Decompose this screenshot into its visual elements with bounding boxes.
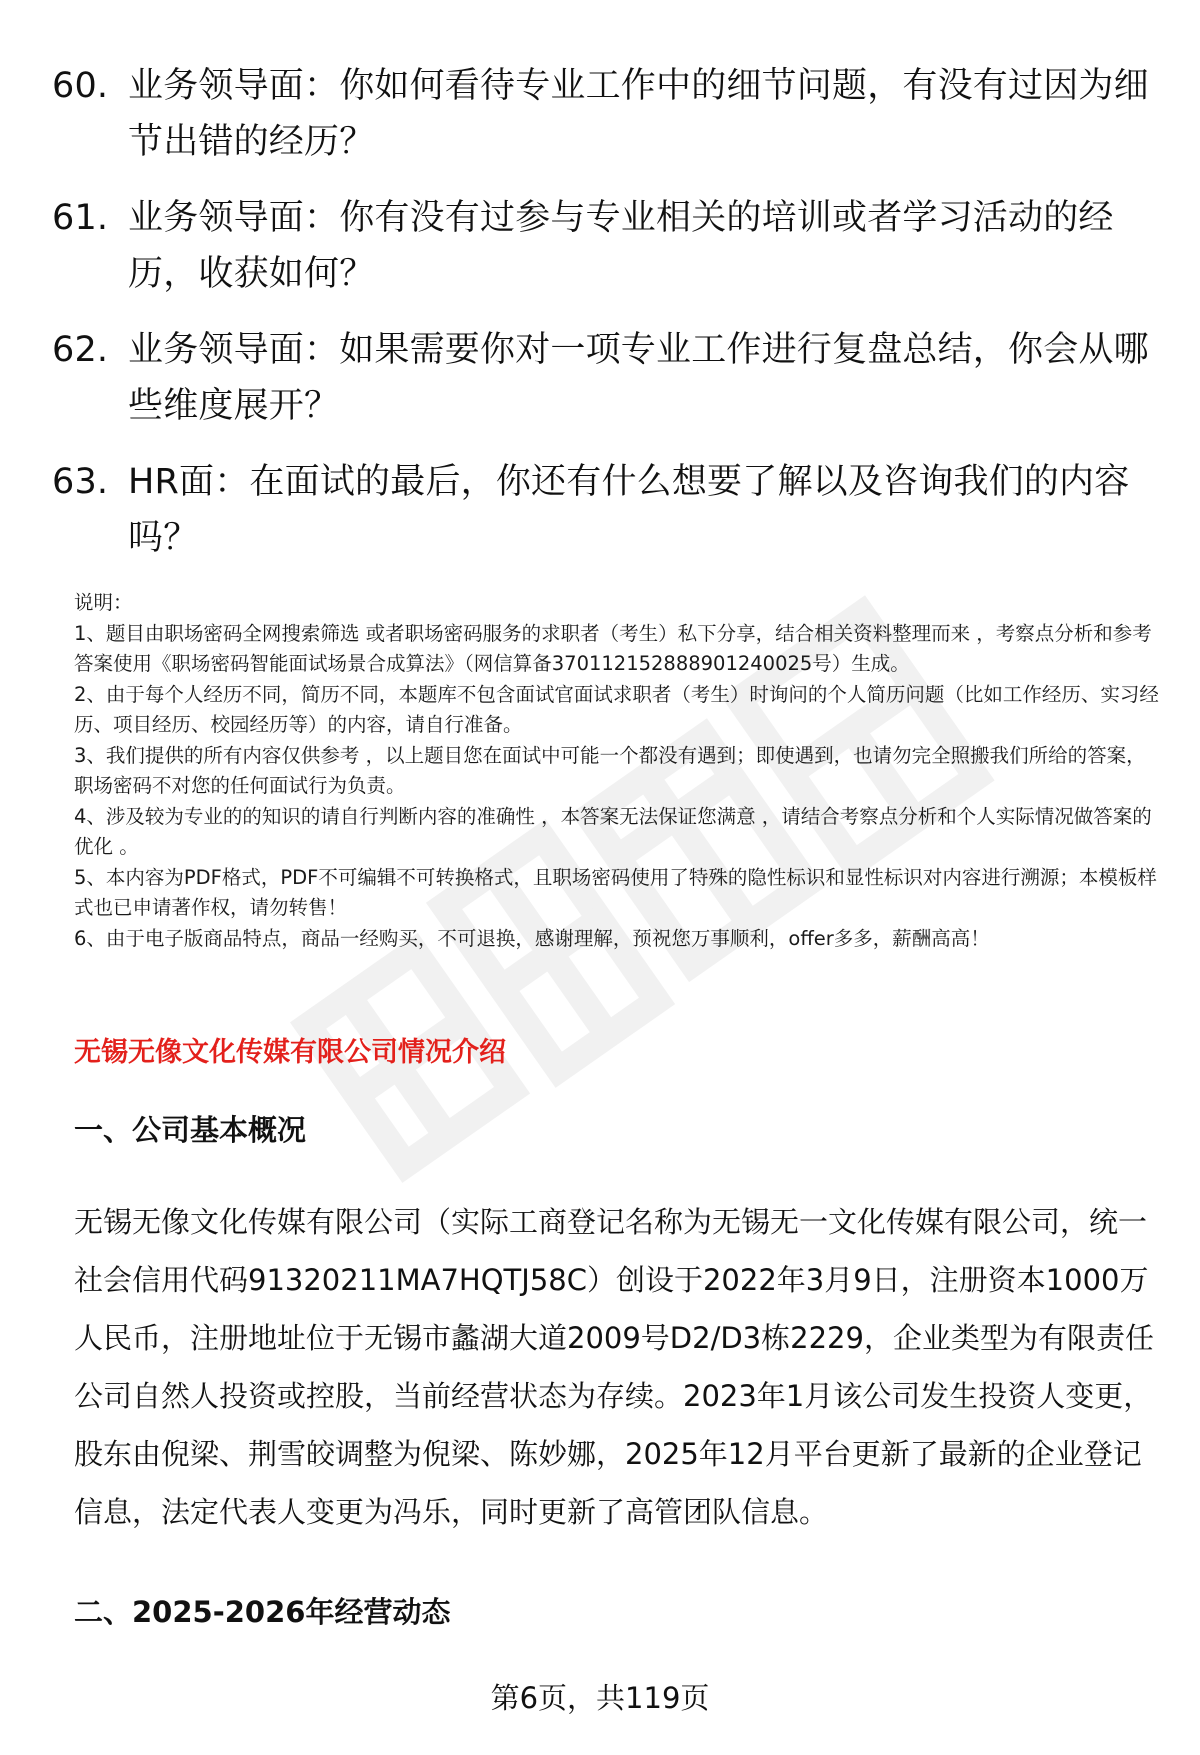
notes-item: 5、本内容为PDF格式，PDF不可编辑不可转换格式，且职场密码使用了特殊的隐性标识和显性标识对内容进行溯源；本模板样式也已申请著作权，请勿转售！ [74,865,1157,919]
notes-item: 1、题目由职场密码全网搜索筛选 或者职场密码服务的求职者（考生）私下分享，结合相关资料整理而来 ，考察点分析和参考答案使用《职场密码智能面试场景合成算法》（网信算备370112152888901240025号）生成。 [74,621,1152,675]
question-number: 60. [52,66,109,106]
question-item [52,58,1162,170]
notes-item: 2、由于每个人经历不同，简历不同，本题库不包含面试官面试求职者（考生）时询问的个人简历问题（比如工作经历、实习经历、项目经历、校园经历等）的内容，请自行准备。 [74,682,1159,736]
question-text: HR面：在面试的最后，你还有什么想要了解以及咨询我们的内容吗？ [128,462,1130,558]
question-item [52,190,1162,302]
notes-section [74,588,1164,954]
page-number: 第6页，共119页 [490,1681,710,1715]
notes-heading: 说明： [74,591,133,614]
company-title: 无锡无像文化传媒有限公司情况介绍 [74,1037,506,1068]
question-number: 62. [52,330,109,370]
question-text: 业务领导面：如果需要你对一项专业工作进行复盘总结，你会从哪些维度展开？ [128,330,1149,426]
notes-item: 3、我们提供的所有内容仅供参考 ，以上题目您在面试中可能一个都没有遇到；即使遇到，也请勿完全照搬我们所给的答案，职场密码不对您的任何面试行为负责。 [74,743,1146,797]
question-item [52,454,1162,566]
question-number: 61. [52,198,109,238]
notes-item: 4、涉及较为专业的的知识的请自行判断内容的准确性 ，本答案无法保证您满意 ，请结合考察点分析和个人实际情况做答案的优化 。 [74,804,1152,858]
section-heading-operations: 二、2025-2026年经营动态 [74,1595,451,1629]
question-text: 业务领导面：你有没有过参与专业相关的培训或者学习活动的经历，收获如何？ [128,198,1114,294]
question-number: 63. [52,462,109,502]
company-overview-paragraph: 无锡无像文化传媒有限公司（实际工商登记名称为无锡无一文化传媒有限公司，统一社会信用代码91320211MA7HQTJ58C）创设于2022年3月9日，注册资本1000万人民币，注册地址位于无锡市蠡湖大道2009号D2/D3栋2229，企业类型为有限责任公司自然人投资或控股，当前经营状态为存续。2023年1月该公司发生投资人变更，股东由倪梁、荆雪皎调整为倪梁、陈妙娜，2025年12月平台更新了最新的企业登记信息，法定代表人变更为冯乐，同时更新了高管团队信息。 [74,1205,1154,1529]
notes-item: 6、由于电子版商品特点，商品一经购买，不可退换，感谢理解，预祝您万事顺利，offer多多，薪酬高高！ [74,926,990,950]
question-item [52,322,1162,434]
question-text: 业务领导面：你如何看待专业工作中的细节问题，有没有过因为细节出错的经历？ [128,66,1149,162]
question-list [52,58,1162,586]
section-heading-overview: 一、公司基本概况 [74,1113,307,1147]
